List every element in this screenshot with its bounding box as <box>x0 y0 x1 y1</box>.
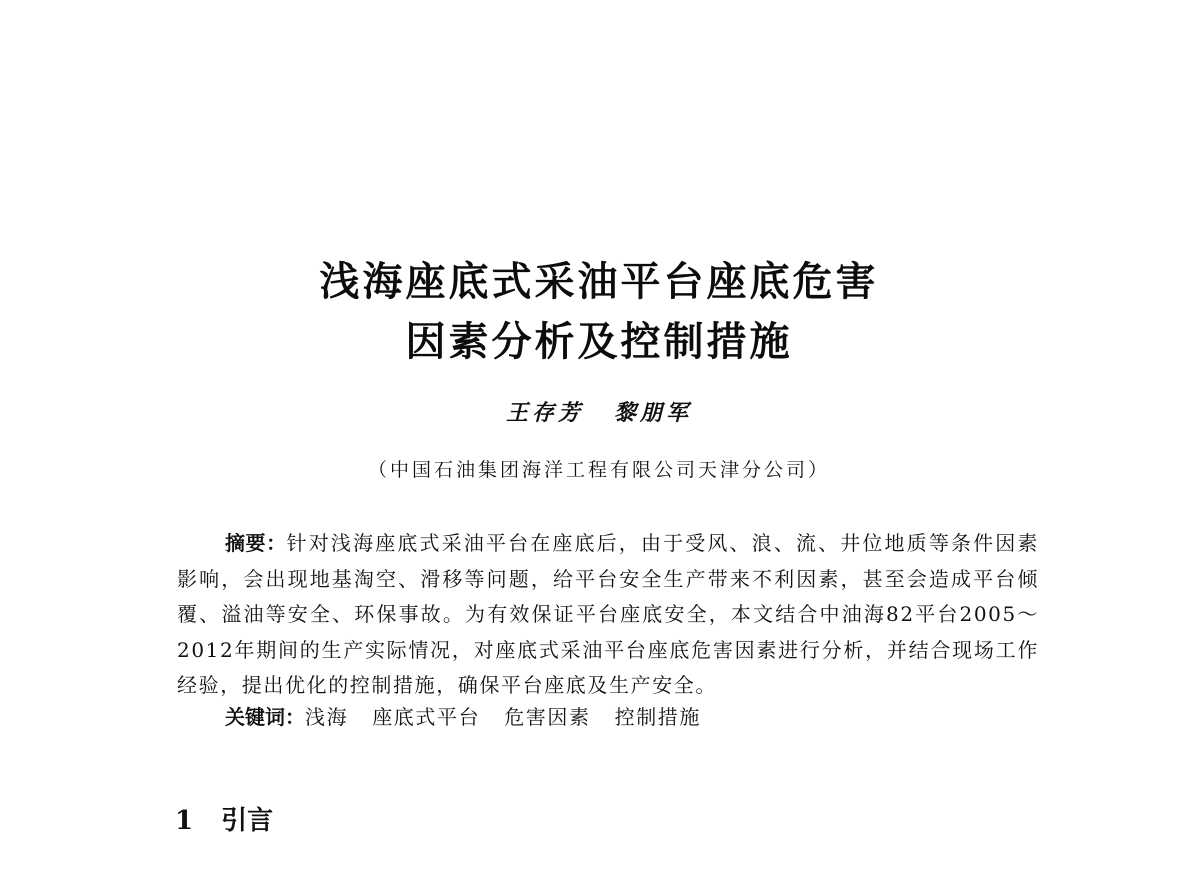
author-name: 王存芳 <box>505 400 584 426</box>
author-list <box>0 396 1198 427</box>
abstract-text: 针对浅海座底式采油平台在座底后，由于受风、浪、流、井位地质等条件因素影响，会出现地基淘空、滑移等问题，给平台安全生产带来不利因素，甚至会造成平台倾覆、溢油等安全、环保事故。为有效保证平台座底安全，本文结合中油海82平台2005～2012年期间的生产实际情况，对座底式采油平台座底危害因素进行分析，并结合现场工作经验，提出优化的控制措施，确保平台座底及生产安全。 <box>177 531 1040 697</box>
keyword-item: 控制措施 <box>614 705 702 729</box>
abstract-label: 摘要： <box>225 531 287 555</box>
abstract <box>177 526 1039 704</box>
section-heading <box>175 800 273 837</box>
keyword-item: 座底式平台 <box>372 705 481 729</box>
section-title: 引言 <box>221 806 274 836</box>
author-affiliation: （中国石油集团海洋工程有限公司天津分公司） <box>367 459 830 481</box>
paper-title-line-2: 因素分析及控制措施 <box>405 319 793 365</box>
keywords-label: 关键词： <box>225 705 305 729</box>
section-number: 1 <box>175 806 194 836</box>
keyword-item: 危害因素 <box>504 705 591 729</box>
keywords <box>225 700 725 735</box>
author-name: 黎朋军 <box>614 400 693 426</box>
paper-title <box>0 252 1198 372</box>
keyword-item: 浅海 <box>305 705 349 729</box>
paper-title-line-1: 浅海座底式采油平台座底危害 <box>319 259 879 305</box>
